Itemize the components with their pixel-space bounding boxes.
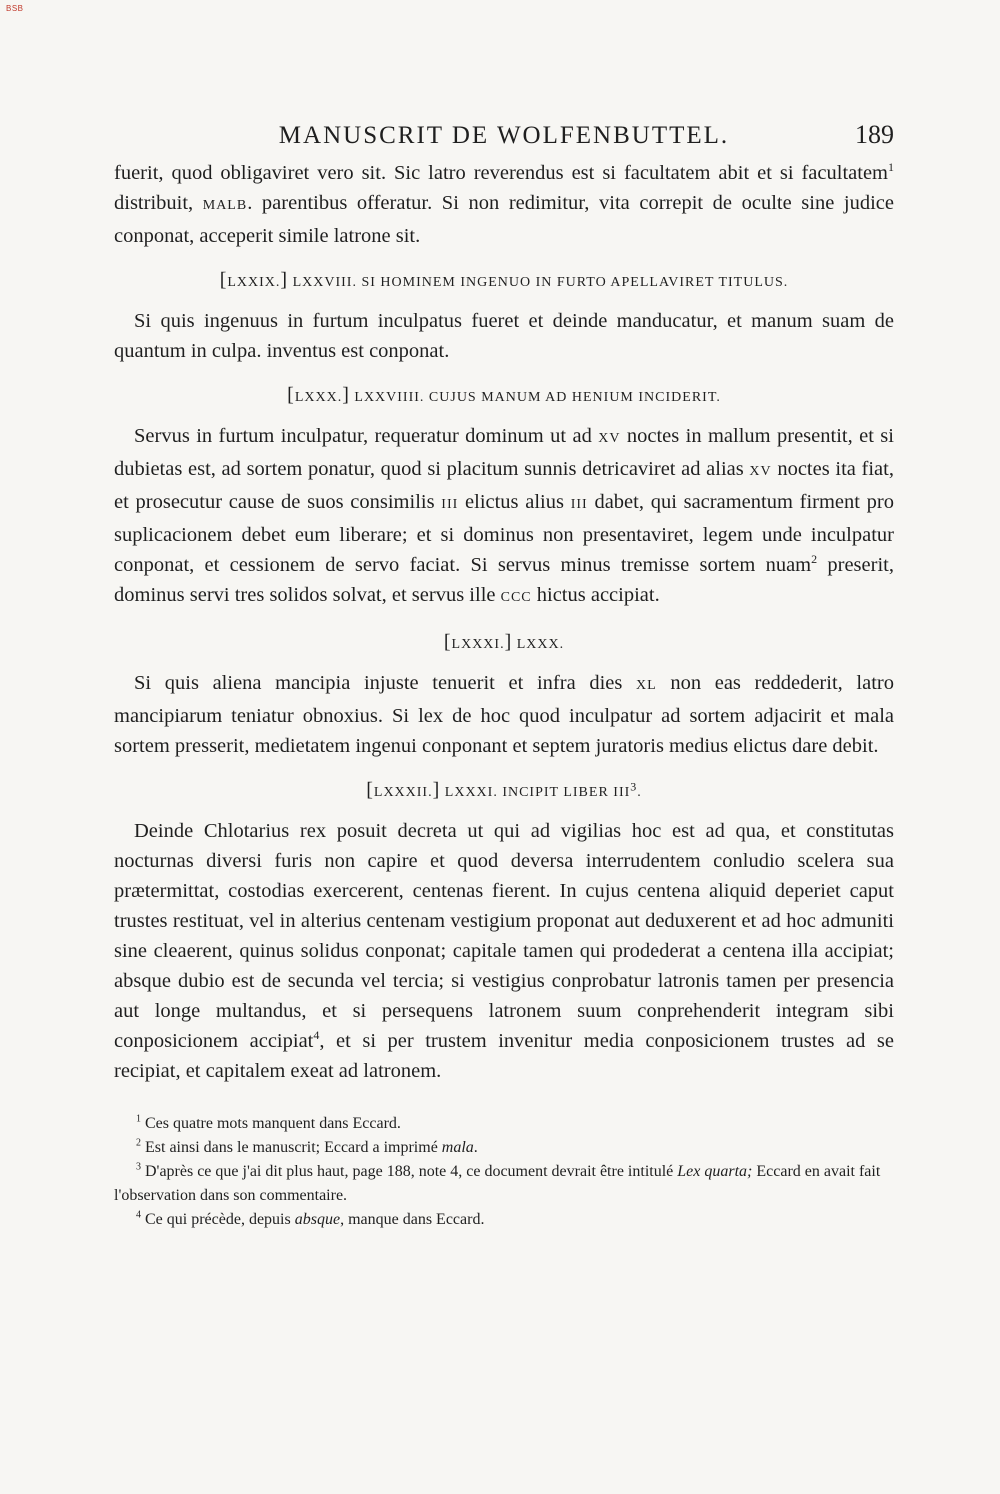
footnote-4 — [114, 1208, 894, 1232]
footnote-number: 4 — [136, 1209, 141, 1221]
footnotes — [114, 1112, 894, 1232]
text: dabet, qui sacramentum firment pro suplicacionem debet eum liberare; et si dominus non presentaviret, legem unde inculpatur conponat, et cessionem de servo faciat. Si servus minus tremisse sortem nuam — [114, 491, 895, 576]
footnote-number: 2 — [136, 1137, 141, 1149]
footnote-ref-2: 2 — [811, 552, 818, 567]
heading-number: LXXXII. — [373, 785, 433, 800]
footnote-text: Eccard en avait fait l'observation dans son commentaire. — [114, 1163, 881, 1204]
footnote-text: Est ainsi dans le manuscrit; Eccard a imprimé — [145, 1139, 442, 1156]
paragraph-2: Si quis ingenuus in furtum inculpatus fueret et deinde manducatur, et manum suam de quantum in culpa. inventus est conponat. — [114, 310, 894, 362]
small-caps-numeral: III — [441, 497, 459, 512]
text: elictus alius — [458, 491, 571, 513]
paragraph-1 — [114, 158, 894, 251]
running-head — [114, 118, 894, 158]
bracket: [ — [287, 384, 295, 406]
footnote-ref-3: 3 — [630, 779, 638, 794]
footnote-1 — [114, 1112, 894, 1136]
footnote-italic: mala — [441, 1139, 474, 1156]
bracket: [ — [366, 779, 374, 801]
heading-title: LXXVIIII. CUJUS MANUM AD HENIUM INCIDERIT. — [349, 390, 721, 405]
footnote-2 — [114, 1136, 894, 1160]
text: . parentibus offeratur. Si non redimitur, vita correpit de oculte sine judice conponat, acceperit simile latrone sit. — [114, 192, 894, 247]
small-caps-malb: MALB — [202, 198, 248, 213]
section-heading-lxxxii — [114, 779, 894, 802]
heading-title: LXXX. — [512, 637, 565, 652]
text: , et si per trustem invenitur media conposicionem trustes ad se recipiat, et capitalem exeat ad latronem. — [114, 1030, 895, 1082]
small-caps-numeral: XL — [636, 678, 657, 693]
text: noctes ita fiat, et prosecutur cause de suos consimilis — [114, 458, 894, 513]
footnote-text: Ce qui précède, depuis — [145, 1211, 295, 1228]
small-caps-numeral: XV — [598, 431, 621, 446]
text: Deinde Chlotarius rex posuit decreta ut qui ad vigilias hoc est ad qua, et constitutas nocturnas diversi furis non capire et quod deversa interrudentem conludio scelera sua prætermittat, costodias exercerent, centenas fierent. In cujus centena aliquid deperiet caput trustes restituat, vel in alterius centenam vestigium proponat aut deduxerent et ad hoc admuniti sine cleaerent, quinus solidus conponat; capitale tamen qui prodederat a centena illa accipiat; absque dubio est de secunda vel tercia; si vestigius conprobatur latronis tamen per presencia aut longe multandus, et si persequens latronem suum conprehenderit integram sibi conposicionem accipiat — [114, 820, 894, 1052]
section-heading-lxxxi — [114, 631, 894, 654]
paragraph-5 — [114, 816, 894, 1086]
text: . — [637, 785, 642, 800]
footnote-ref-1: 1 — [888, 160, 894, 175]
footnote-number: 3 — [136, 1161, 141, 1173]
footnote-text: Ces quatre mots manquent dans Eccard. — [145, 1115, 401, 1132]
bracket: ] — [504, 631, 513, 653]
text: distribuit, — [114, 192, 203, 214]
section-heading-lxxx — [114, 384, 894, 407]
text: fuerit, quod obligaviret vero sit. Sic latro reverendus est si facultatem abit et si facultatem — [114, 162, 888, 184]
footnote-italic: absque — [294, 1211, 341, 1228]
running-title: MANUSCRIT DE WOLFENBUTTEL. — [278, 122, 730, 149]
heading-number: LXXIX. — [227, 275, 281, 290]
footnote-ref-4: 4 — [313, 1028, 320, 1043]
text: hictus accipiat. — [531, 584, 660, 606]
text: noctes in mallum presentit, et si dubietas est, ad sortem ponatur, quod si placitum sunnis detricaviret ad alias — [114, 425, 894, 480]
footnote-3 — [114, 1160, 894, 1208]
bracket: ] — [342, 384, 350, 406]
small-caps-numeral: III — [570, 497, 588, 512]
heading-number: LXXX. — [294, 390, 343, 405]
heading-title: LXXXI. INCIPIT LIBER III — [440, 785, 631, 800]
section-heading-lxxix — [114, 269, 894, 292]
text: non eas reddederit, latro mancipiarum teniatur obnoxius. Si lex de hoc quod inculpatur ad sortem adjacirit et mala sortem presserit, medietatem ingenui conponant et septem juratoris medius elictus dare debit. — [114, 672, 894, 757]
heading-title: LXXVIII. SI HOMINEM INGENUO IN FURTO APELLAVIRET TITULUS. — [288, 275, 789, 290]
footnote-text: D'après ce que j'ai dit plus haut, page 188, note 4, ce document devrait être intitulé — [145, 1163, 678, 1180]
library-stamp: BSB — [6, 4, 24, 13]
footnote-italic: Lex quarta; — [677, 1163, 753, 1180]
footnote-number: 1 — [136, 1113, 141, 1125]
small-caps-numeral: XV — [749, 464, 772, 479]
footnote-text: . — [473, 1139, 478, 1156]
heading-number: LXXXI. — [451, 637, 505, 652]
bracket: [ — [443, 631, 452, 653]
bracket: [ — [219, 269, 228, 291]
bracket: ] — [280, 269, 289, 291]
text: preserit, dominus servi tres solidos solvat, et servus ille — [114, 554, 894, 606]
footnote-text: , manque dans Eccard. — [340, 1211, 485, 1228]
paragraph-4 — [114, 668, 894, 761]
paragraph-3 — [114, 421, 894, 613]
bracket: ] — [432, 779, 441, 801]
page-content — [114, 118, 894, 1232]
text: Si quis aliena mancipia injuste tenuerit et infra dies — [134, 672, 636, 694]
text: Servus in furtum inculpatur, requeratur dominum ut ad — [134, 425, 599, 447]
page-number: 189 — [855, 120, 894, 149]
small-caps-numeral: CCC — [500, 590, 532, 605]
